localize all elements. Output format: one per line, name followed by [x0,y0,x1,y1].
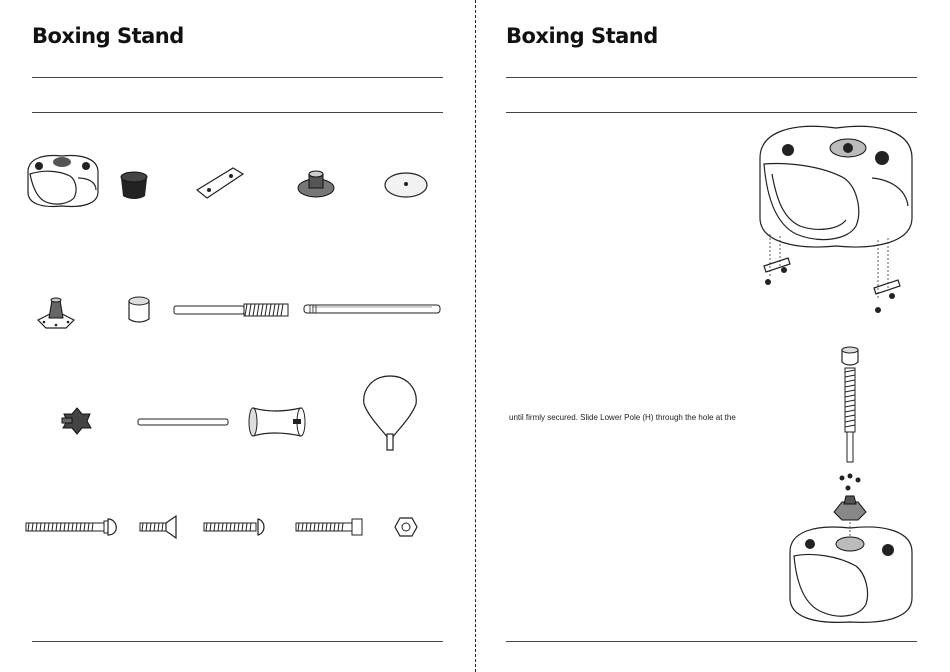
long-pole-icon [302,302,444,318]
header-rule [32,112,443,113]
knob-cap-icon [117,168,151,202]
threaded-rod-icon [172,300,292,320]
footer-rule [506,641,917,642]
round-head-bolt-icon [202,516,268,538]
step-instruction-text: until firmly secured. Slide Lower Pole (H) through the hole at the [509,413,736,422]
hex-nut-icon [394,516,418,538]
page-title: Boxing Stand [506,24,658,48]
speed-bag-icon [360,374,420,454]
header-rule [506,112,917,113]
swivel-icon [247,402,307,442]
header-rule [506,77,917,78]
long-bolt-icon [24,516,122,538]
header-rule [32,77,443,78]
star-knob-icon [60,406,94,438]
base-icon [22,150,104,212]
base-assembly-illustration [752,118,920,318]
bracket-plate-icon [195,164,245,204]
hex-bolt-icon [294,515,368,539]
disc-icon [382,170,430,200]
page-title: Boxing Stand [32,24,184,48]
footer-rule [32,641,443,642]
short-rod-icon [136,417,232,429]
pole-mount-icon [36,294,76,334]
pole-assembly-illustration [784,342,918,632]
mount-icon [295,168,337,202]
countersunk-screw-icon [138,515,182,541]
collar-icon [125,293,153,325]
